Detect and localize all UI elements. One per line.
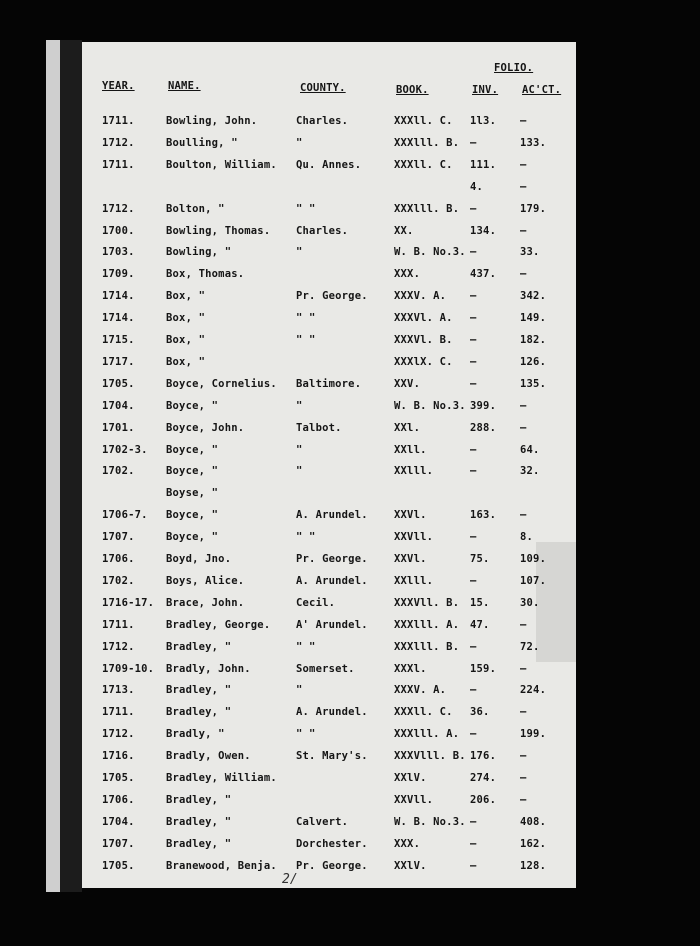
book-cell: XXXlll. B. [394, 640, 460, 653]
year-cell: 1712. [102, 728, 135, 741]
year-cell: 1709. [102, 268, 135, 281]
book-cell: XXX. [394, 268, 421, 281]
name-cell: Bradley, " [166, 706, 232, 719]
inv-cell: — [470, 640, 477, 653]
name-cell: Boys, Alice. [166, 574, 245, 587]
inv-cell: 206. [470, 793, 497, 806]
inv-cell: — [470, 136, 477, 149]
acct-cell: — [520, 115, 527, 127]
name-cell: Boyce, " [166, 443, 219, 456]
book-cell: XXXl. [394, 662, 427, 675]
acct-cell: — [520, 662, 527, 675]
year-cell: 1707. [102, 531, 135, 544]
county-cell: " [296, 246, 303, 259]
book-cell: XXXlll. A. [394, 618, 460, 631]
county-cell: " " [296, 728, 316, 741]
year-cell: 1706. [102, 793, 135, 806]
ledger-row [82, 312, 576, 330]
book-cell: XXl. [394, 421, 421, 434]
acct-cell: 342. [520, 290, 547, 303]
book-cell: XXVl. [394, 509, 427, 522]
acct-cell: — [520, 180, 527, 193]
inv-cell: — [470, 531, 477, 544]
book-cell: XXlll. [394, 465, 434, 478]
book-cell: XXlll. [394, 574, 434, 587]
acct-cell: 182. [520, 334, 547, 346]
book-cell: XXVll. [394, 531, 434, 544]
acct-cell: — [520, 772, 527, 784]
acct-cell: 149. [520, 312, 547, 325]
year-cell: 1709-10. [102, 662, 155, 675]
acct-cell: — [520, 793, 527, 806]
ledger-row [82, 838, 576, 856]
county-cell: " " [296, 640, 316, 653]
name-cell: Bradly, John. [166, 662, 251, 675]
county-cell: A. Arundel. [296, 509, 368, 522]
ledger-row [82, 509, 576, 527]
margin-scribble: 2/ [282, 872, 298, 887]
ledger-row [82, 290, 576, 308]
ledger-row [82, 203, 576, 221]
ledger-row [82, 553, 576, 571]
name-cell: Bowling, " [166, 246, 232, 259]
year-cell: 1703. [102, 246, 135, 259]
name-cell: Box, " [166, 312, 206, 325]
acct-cell: — [520, 399, 527, 412]
ledger-page [82, 42, 576, 888]
year-cell: 1716. [102, 750, 135, 763]
inv-cell: 1l3. [470, 115, 497, 127]
acct-cell: — [520, 268, 527, 281]
county-cell: " [296, 684, 303, 697]
year-cell: 1712. [102, 640, 135, 653]
acct-cell: 162. [520, 837, 547, 850]
inv-cell: 437. [470, 268, 497, 281]
year-cell: 1704. [102, 815, 135, 828]
name-cell: Boyce, " [166, 465, 219, 478]
book-cell: XXXll. C. [394, 706, 453, 719]
book-cell: XXXV. A. [394, 290, 447, 303]
name-cell: Boyd, Jno. [166, 553, 232, 565]
book-cell: W. B. No.3. [394, 399, 466, 412]
inv-cell: 274. [470, 772, 497, 784]
acct-cell: 33. [520, 246, 540, 259]
year-cell: 1711. [102, 706, 135, 719]
name-cell: Brace, John. [166, 596, 245, 609]
county-cell: " " [296, 312, 316, 325]
name-cell: Branewood, Benja. [166, 859, 277, 872]
ledger-row [82, 378, 576, 396]
name-cell: Boyce, Cornelius. [166, 377, 277, 390]
acct-cell: 133. [520, 136, 547, 149]
book-cell: XXlV. [394, 772, 427, 784]
year-cell: 1705. [102, 772, 135, 784]
name-header: NAME. [168, 80, 201, 92]
year-cell: 1706-7. [102, 509, 148, 522]
inv-header: INV. [472, 84, 499, 96]
acct-cell: 109. [520, 553, 547, 565]
name-cell: Boyce, " [166, 509, 219, 522]
acct-cell: 199. [520, 728, 547, 741]
year-cell: 1707. [102, 837, 135, 850]
book-cell: XXVll. [394, 793, 434, 806]
county-cell: A' Arundel. [296, 618, 368, 631]
inv-cell: — [470, 355, 477, 368]
book-cell: XXXlX. C. [394, 355, 453, 368]
name-cell: Bradly, Owen. [166, 750, 251, 763]
county-cell: " " [296, 202, 316, 215]
inv-cell: — [470, 202, 477, 215]
county-cell: Charles. [296, 224, 349, 237]
acct-cell: — [520, 224, 527, 237]
county-cell: Pr. George. [296, 859, 368, 872]
county-cell: Qu. Annes. [296, 158, 362, 171]
ledger-row [82, 225, 576, 243]
county-cell: Calvert. [296, 815, 349, 828]
year-cell: 1705. [102, 377, 135, 390]
name-cell: Bradley, " [166, 640, 232, 653]
ledger-row [82, 159, 576, 177]
book-cell: W. B. No.3. [394, 815, 466, 828]
ledger-row [82, 860, 576, 878]
acct-cell: — [520, 706, 527, 719]
book-cell: XXXVlll. B. [394, 750, 466, 763]
county-cell: " " [296, 334, 316, 346]
ledger-row [82, 575, 576, 593]
year-cell: 1712. [102, 202, 135, 215]
name-cell: Boyce, " [166, 399, 219, 412]
acct-cell: — [520, 750, 527, 763]
year-cell: 1702. [102, 574, 135, 587]
inv-cell: — [470, 246, 477, 259]
book-cell: XXV. [394, 377, 421, 390]
name-cell: Bradley, George. [166, 618, 271, 631]
name-cell: Bradley, " [166, 684, 232, 697]
acct-cell: 64. [520, 443, 540, 456]
year-cell: 1705. [102, 859, 135, 872]
inv-cell: 47. [470, 618, 490, 631]
inv-cell: — [470, 290, 477, 303]
ledger-row [82, 334, 576, 352]
county-cell: Cecil. [296, 596, 336, 609]
name-cell: Bradley, " [166, 837, 232, 850]
ledger-row [82, 684, 576, 702]
ledger-row [82, 816, 576, 834]
ledger-row [82, 772, 576, 790]
ledger-row [82, 115, 576, 133]
inv-cell: 134. [470, 224, 497, 237]
county-cell: " [296, 399, 303, 412]
year-cell: 1711. [102, 115, 135, 127]
acct-cell: 126. [520, 355, 547, 368]
name-cell: Box, " [166, 334, 206, 346]
ledger-row [82, 465, 576, 483]
book-cell: XXX. [394, 837, 421, 850]
ledger-row [82, 663, 576, 681]
ledger-row [82, 706, 576, 724]
year-header: YEAR. [102, 80, 135, 92]
acct-cell: 72. [520, 640, 540, 653]
inv-cell: — [470, 684, 477, 697]
year-cell: 1711. [102, 158, 135, 171]
acct-cell: 8. [520, 531, 534, 544]
name-cell: Boyse, " [166, 487, 219, 500]
book-cell: XXXlll. B. [394, 136, 460, 149]
county-cell: " [296, 465, 303, 478]
ledger-row [82, 728, 576, 746]
year-cell: 1704. [102, 399, 135, 412]
county-cell: " [296, 136, 303, 149]
inv-cell: 176. [470, 750, 497, 763]
ledger-row [82, 268, 576, 286]
book-cell: XX. [394, 224, 414, 237]
inv-cell: — [470, 334, 477, 346]
book-cell: XXXll. C. [394, 115, 453, 127]
name-cell: Boulton, William. [166, 158, 277, 171]
county-cell: " " [296, 531, 316, 544]
year-cell: 1714. [102, 312, 135, 325]
county-cell: Pr. George. [296, 290, 368, 303]
book-cell: XXXlll. A. [394, 728, 460, 741]
acct-cell: — [520, 421, 527, 434]
ledger-row [82, 531, 576, 549]
book-cell: XXXVl. A. [394, 312, 453, 325]
county-cell: " [296, 443, 303, 456]
inv-cell: — [470, 443, 477, 456]
inv-cell: — [470, 728, 477, 741]
acct-cell: 30. [520, 596, 540, 609]
book-cell: XXXll. C. [394, 158, 453, 171]
year-cell: 1716-17. [102, 596, 155, 609]
ledger-row [82, 444, 576, 462]
name-cell: Bradley, " [166, 815, 232, 828]
inv-cell: — [470, 377, 477, 390]
year-cell: 1717. [102, 355, 135, 368]
ledger-row [82, 400, 576, 418]
binding-shadow [60, 40, 82, 892]
name-cell: Bradly, " [166, 728, 225, 741]
name-cell: Boyce, John. [166, 421, 245, 434]
name-cell: Bolton, " [166, 202, 225, 215]
year-cell: 1712. [102, 136, 135, 149]
acct-cell: — [520, 509, 527, 522]
acct-cell: — [520, 618, 527, 631]
name-cell: Box, Thomas. [166, 268, 245, 281]
county-cell: Charles. [296, 115, 349, 127]
inv-cell: 4. [470, 180, 484, 193]
acct-cell: 408. [520, 815, 547, 828]
ledger-row [82, 597, 576, 615]
year-cell: 1702. [102, 465, 135, 478]
inv-cell: 159. [470, 662, 497, 675]
name-cell: Bowling, John. [166, 115, 258, 127]
ledger-row [82, 794, 576, 812]
book-cell: XXXVll. B. [394, 596, 460, 609]
ledger-row [82, 137, 576, 155]
county-cell: Talbot. [296, 421, 342, 434]
acct-cell: 128. [520, 859, 547, 872]
ledger-row [82, 181, 576, 199]
inv-cell: 163. [470, 509, 497, 522]
ledger-row [82, 422, 576, 440]
name-cell: Box, " [166, 290, 206, 303]
book-cell: XXXV. A. [394, 684, 447, 697]
book-cell: XXll. [394, 443, 427, 456]
ledger-row [82, 619, 576, 637]
inv-cell: 36. [470, 706, 490, 719]
name-cell: Bowling, Thomas. [166, 224, 271, 237]
inv-cell: 111. [470, 158, 497, 171]
county-cell: A. Arundel. [296, 574, 368, 587]
county-header: COUNTY. [300, 82, 346, 94]
book-header: BOOK. [396, 84, 429, 96]
ledger-row [82, 750, 576, 768]
name-cell: Box, " [166, 355, 206, 368]
year-cell: 1702-3. [102, 443, 148, 456]
inv-cell: — [470, 574, 477, 587]
year-cell: 1715. [102, 334, 135, 346]
year-cell: 1713. [102, 684, 135, 697]
book-cell: XXlV. [394, 859, 427, 872]
book-cell: XXXlll. B. [394, 202, 460, 215]
book-cell: W. B. No.3. [394, 246, 466, 259]
name-cell: Boyce, " [166, 531, 219, 544]
ledger-row [82, 356, 576, 374]
ledger-row [82, 487, 576, 505]
acct-header: AC'CT. [522, 84, 562, 96]
name-cell: Boulling, " [166, 136, 238, 149]
binding-edge [46, 40, 60, 892]
ledger-row [82, 641, 576, 659]
year-cell: 1714. [102, 290, 135, 303]
county-cell: Dorchester. [296, 837, 368, 850]
inv-cell: 399. [470, 399, 497, 412]
year-cell: 1700. [102, 224, 135, 237]
county-cell: Pr. George. [296, 553, 368, 565]
inv-cell: 15. [470, 596, 490, 609]
inv-cell: — [470, 815, 477, 828]
county-cell: A. Arundel. [296, 706, 368, 719]
acct-cell: 224. [520, 684, 547, 697]
book-cell: XXXVl. B. [394, 334, 453, 346]
county-cell: St. Mary's. [296, 750, 368, 763]
year-cell: 1711. [102, 618, 135, 631]
inv-cell: — [470, 312, 477, 325]
acct-cell: 179. [520, 202, 547, 215]
ledger-row [82, 246, 576, 264]
name-cell: Bradley, William. [166, 772, 277, 784]
inv-cell: 288. [470, 421, 497, 434]
folio-header: FOLIO. [494, 62, 534, 74]
year-cell: 1706. [102, 553, 135, 565]
inv-cell: — [470, 465, 477, 478]
acct-cell: 135. [520, 377, 547, 390]
acct-cell: — [520, 158, 527, 171]
acct-cell: 32. [520, 465, 540, 478]
county-cell: Baltimore. [296, 377, 362, 390]
name-cell: Bradley, " [166, 793, 232, 806]
year-cell: 1701. [102, 421, 135, 434]
inv-cell: 75. [470, 553, 490, 565]
county-cell: Somerset. [296, 662, 355, 675]
inv-cell: — [470, 837, 477, 850]
book-cell: XXVl. [394, 553, 427, 565]
inv-cell: — [470, 859, 477, 872]
acct-cell: 107. [520, 574, 547, 587]
